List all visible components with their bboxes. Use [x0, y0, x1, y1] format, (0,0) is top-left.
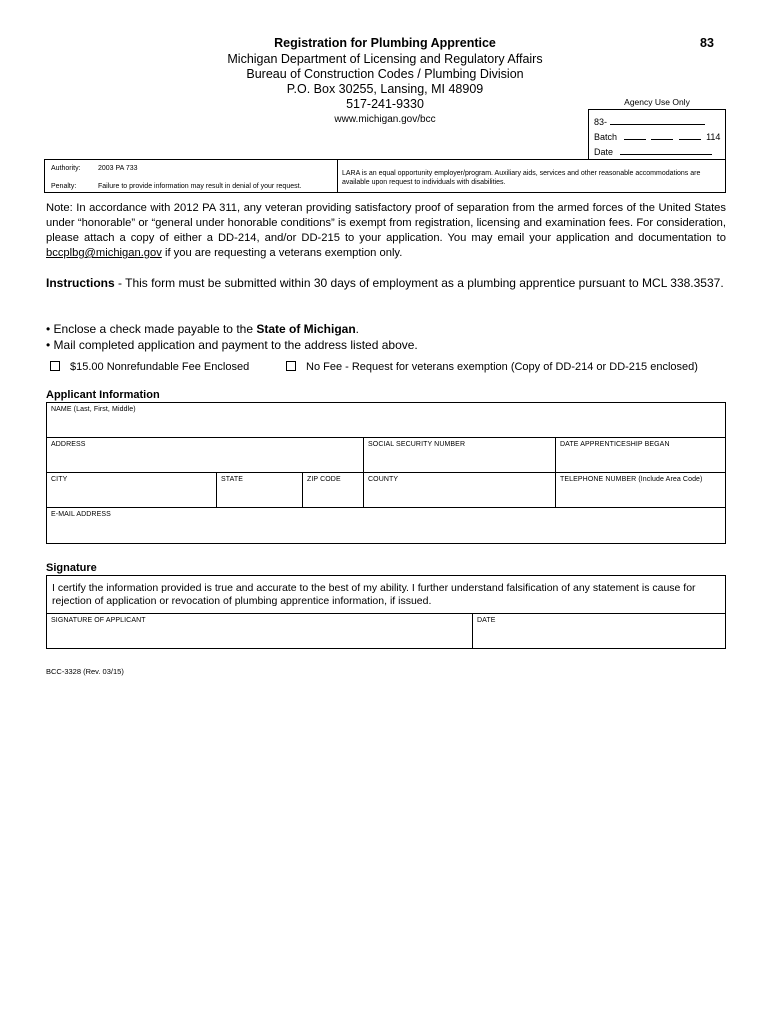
signature-section-title: Signature	[46, 562, 97, 574]
county-field[interactable]	[364, 473, 555, 507]
signature-label: SIGNATURE OF APPLICANT	[51, 617, 146, 624]
date-began-label: DATE APPRENTICESHIP BEGAN	[560, 441, 670, 448]
signature-date-field[interactable]	[473, 614, 725, 648]
signature-field[interactable]	[47, 614, 472, 648]
ssn-field[interactable]	[364, 438, 555, 472]
city-field[interactable]	[47, 473, 216, 507]
date-began-field[interactable]	[556, 438, 725, 472]
name-label: NAME (Last, First, Middle)	[51, 406, 136, 413]
applicant-section-title: Applicant Information	[46, 389, 160, 401]
bullet-mail-application: • Mail completed application and payment to the address listed above.	[46, 338, 418, 352]
address-label: ADDRESS	[51, 441, 86, 448]
note-text: Note: In accordance with 2012 PA 311, any veteran providing satisfactory proof of separation from the armed forces of the United States under “honorable” or “general under honorable conditions” is exempt from registration, licensing and examination fees. For consideration, please attach a copy of either a DD-214, and/or DD-215 to your application. You may email your application and documentation to	[46, 202, 726, 244]
agency-use-title: Agency Use Only	[624, 97, 690, 107]
batch-line-2	[651, 130, 673, 140]
zip-field[interactable]	[303, 473, 363, 507]
state-label: STATE	[221, 476, 244, 483]
veteran-exemption-checkbox[interactable]	[286, 361, 296, 371]
mailing-address: P.O. Box 30255, Lansing, MI 48909	[286, 82, 484, 96]
agency-line-1	[594, 115, 705, 127]
batch-line-1	[624, 130, 646, 140]
lara-statement: LARA is an equal opportunity employer/program. Auxiliary aids, services and other reasonable accommodations are available upon request to individuals with disabilities.	[342, 170, 701, 186]
penalty-value: Failure to provide information may result in denial of your request.	[98, 183, 302, 190]
phone-number: 517-241-9330	[346, 97, 424, 111]
form-title: Registration for Plumbing Apprentice	[274, 36, 496, 50]
veteran-note	[46, 201, 726, 261]
form-number: 83	[700, 36, 714, 50]
agency-use-box	[588, 109, 726, 160]
state-field[interactable]	[217, 473, 302, 507]
bcc-email-link[interactable]: bccplbg@michigan.gov	[46, 247, 162, 259]
fee-enclosed-label: $15.00 Nonrefundable Fee Enclosed	[70, 361, 250, 373]
batch-suffix: 114	[706, 132, 721, 142]
batch-label: Batch	[594, 132, 618, 142]
veteran-exemption-label: No Fee - Request for veterans exemption (Copy of DD-214 or DD-215 enclosed)	[306, 361, 698, 373]
certify-statement: I certify the information provided is true and accurate to the best of my ability. I further understand falsification of any statement is cause for rejection of application or revocation of plumbing apprentice information, if issued.	[52, 582, 696, 607]
telephone-label: TELEPHONE NUMBER (Include Area Code)	[560, 476, 703, 483]
instructions-paragraph	[46, 276, 726, 291]
form-code: BCC-3328 (Rev. 03/15)	[46, 667, 124, 676]
zip-label: ZIP CODE	[307, 476, 341, 483]
agency-prefix: 83-	[594, 117, 608, 127]
authority-value: 2003 PA 733	[98, 165, 138, 172]
website-link[interactable]: www.michigan.gov/bcc	[334, 114, 436, 125]
agency-number-line	[610, 115, 705, 125]
authority-box	[44, 159, 726, 193]
fee-enclosed-checkbox[interactable]	[50, 361, 60, 371]
email-label: E-MAIL ADDRESS	[51, 511, 111, 518]
note-tail: if you are requesting a veterans exemption only.	[161, 247, 403, 259]
bureau-name: Bureau of Construction Codes / Plumbing Division	[246, 67, 524, 81]
agency-date-line	[594, 145, 712, 157]
address-field[interactable]	[47, 438, 363, 472]
bullet1-prefix: • Enclose a check made payable to the	[46, 322, 257, 336]
agency-date-label: Date	[594, 147, 614, 157]
penalty-label: Penalty:	[51, 183, 77, 190]
authority-divider	[337, 160, 338, 192]
agency-date-field	[620, 145, 712, 155]
department-name: Michigan Department of Licensing and Regulatory Affairs	[227, 52, 543, 66]
state-of-michigan: State of Michigan	[256, 322, 356, 336]
instructions-text: - This form must be submitted within 30 days of employment as a plumbing apprentice pursuant to MCL 338.3537.	[114, 276, 724, 290]
email-field[interactable]	[47, 508, 725, 543]
ssn-label: SOCIAL SECURITY NUMBER	[368, 441, 466, 448]
name-field[interactable]	[47, 403, 725, 437]
telephone-field[interactable]	[556, 473, 725, 507]
bullet1-suffix: .	[355, 322, 360, 336]
authority-label: Authority:	[51, 165, 81, 172]
city-label: CITY	[51, 476, 68, 483]
instructions-label: Instructions	[46, 276, 115, 290]
bullet-check-payable	[46, 322, 359, 336]
county-label: COUNTY	[368, 476, 399, 483]
applicant-info-table	[46, 402, 726, 544]
signature-date-label: DATE	[477, 617, 496, 624]
agency-batch-line	[594, 130, 720, 142]
signature-table	[46, 575, 726, 649]
batch-line-3	[679, 130, 701, 140]
